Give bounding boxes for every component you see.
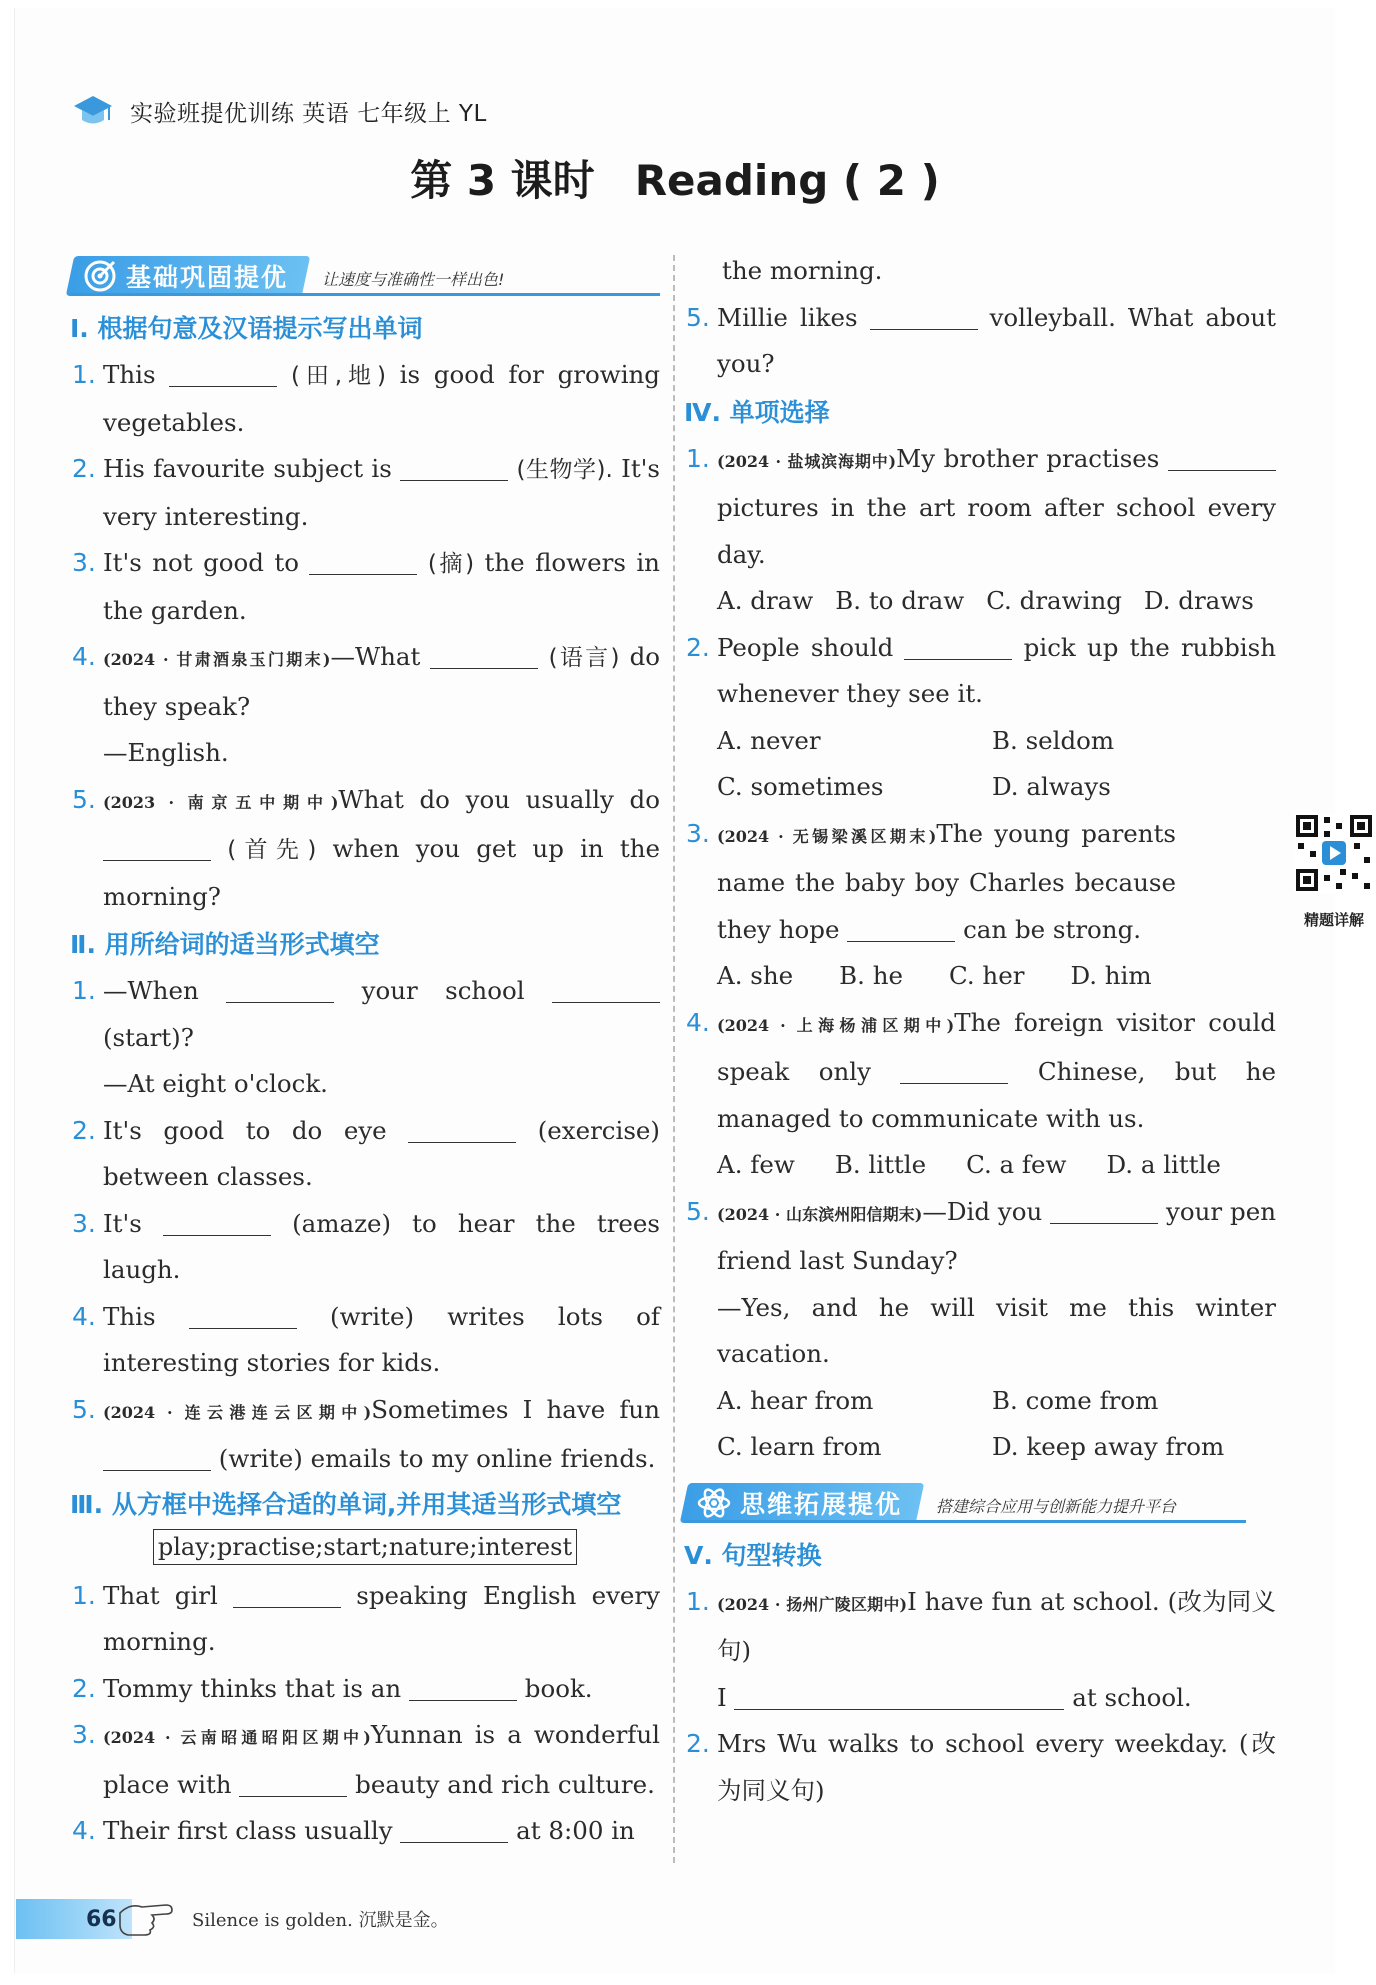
option[interactable]: B. to draw (835, 586, 965, 615)
answer-blank[interactable] (400, 456, 508, 482)
answer-blank[interactable] (309, 550, 417, 576)
answer-blank[interactable] (233, 1582, 341, 1608)
answer-blank[interactable] (734, 1684, 1064, 1710)
pointing-hand-icon (116, 1893, 176, 1939)
option[interactable]: C. sometimes (717, 772, 884, 801)
question: 2. Tommy thinks that is an book. (72, 1673, 593, 1703)
question: 2. It's good to do eye (exercise) between classes. (72, 1115, 660, 1191)
answer-options (684, 1378, 1276, 1471)
question: 4. This (write) writes lots of interesting stories for kids. (72, 1301, 660, 1377)
question-source: (2024 · 上海杨浦区期中) (717, 1015, 955, 1035)
option[interactable]: D. always (992, 772, 1111, 801)
question: 3. (2024 · 云南昭通昭阳区期中)Yunnan is a wonderful place with beauty and rich culture. (72, 1720, 660, 1799)
question: 1. (2024 · 扬州广陵区期中)I have fun at school. (改为同义句) I at school. (686, 1586, 1276, 1712)
page-header (72, 88, 487, 134)
question: 3. (2024 · 无锡梁溪区期末)The young parents name the baby boy Charles because they hope can be strong. 精题详解 (684, 811, 1276, 954)
answer-blank[interactable] (552, 978, 660, 1004)
banner-advanced-label: 思维拓展提优 (740, 1489, 903, 1519)
option[interactable]: A. she (717, 961, 794, 990)
answer-blank[interactable] (847, 916, 955, 942)
question: 5. Millie likes volleyball. What about you? (686, 302, 1276, 378)
option[interactable]: D. keep away from (992, 1432, 1225, 1461)
question: 1. That girl speaking English every morning. (72, 1580, 660, 1656)
question: 3. It's (amaze) to hear the trees laugh. (72, 1208, 660, 1284)
footer-motto: Silence is golden. 沉默是金。 (192, 1910, 449, 1931)
option[interactable]: B. little (834, 1150, 927, 1179)
answer-blank[interactable] (163, 1210, 271, 1236)
section-3-title: Ⅲ. 从方框中选择合适的单词,并用其适当形式填空 (70, 1489, 622, 1519)
question-source: (2024 · 无锡梁溪区期末) (717, 826, 937, 846)
answer-blank[interactable] (103, 836, 211, 862)
question: 4. Their first class usually at 8:00 in (72, 1816, 635, 1845)
section-1-title: Ⅰ. 根据句意及汉语提示写出单词 (70, 314, 423, 343)
banner-basic-label: 基础巩固提优 (126, 263, 289, 292)
page-number-box (16, 1899, 132, 1939)
option[interactable]: C. drawing (986, 586, 1122, 615)
question: 2. People should pick up the rubbish whenever they see it. (686, 632, 1276, 708)
question: 1. This (田,地) is good for growing vegetables. (72, 360, 660, 437)
question-source: (2024 · 云南昭通昭阳区期中) (103, 1728, 371, 1747)
answer-blank[interactable] (239, 1771, 347, 1797)
answer-blank[interactable] (1168, 445, 1276, 471)
question: 3. It's not good to (摘) the flowers in the garden. (72, 548, 660, 625)
question-source: (2024 · 山东滨州阳信期末) (717, 1204, 923, 1224)
page-number: 66 (86, 1906, 117, 1932)
answer-options (684, 718, 1276, 811)
answer-blank[interactable] (900, 1059, 1008, 1085)
page-title (0, 148, 1350, 208)
banner-advanced-subtitle: 搭建综合应用与创新能力提升平台 (936, 1496, 1177, 1516)
word-box: play;practise;start;nature;interest (153, 1529, 577, 1565)
answer-options (684, 953, 1276, 1000)
target-icon (82, 258, 118, 294)
answer-blank[interactable] (430, 644, 538, 670)
answer-blank[interactable] (904, 634, 1012, 660)
qr-code[interactable] (1292, 813, 1376, 944)
question: 1. (2024 · 盐城滨海期中)My brother practises pictures in the art room after school every day. (686, 443, 1276, 569)
question-source: (2024 · 连云港连云区期中) (103, 1402, 372, 1422)
book-title: 实验班提优训练 英语 七年级上 YL (130, 100, 487, 127)
question: 5. (2024 · 山东滨州阳信期末)—Did you your pen friend last Sunday? —Yes, and he will visit me this winter vacation. (686, 1196, 1276, 1368)
option[interactable]: B. come from (992, 1385, 1159, 1415)
question: 5. (2023 · 南京五中期中)What do you usually do (首先) when you get up in the morning? (72, 784, 660, 911)
option[interactable]: A. few (717, 1150, 795, 1179)
section-5-title: Ⅴ. 句型转换 (684, 1540, 822, 1570)
answer-blank[interactable] (409, 1675, 517, 1701)
answer-blank[interactable] (1050, 1198, 1158, 1224)
option[interactable]: A. hear from (717, 1385, 874, 1415)
question-source: (2024 · 扬州广陵区期中) (717, 1594, 908, 1614)
answer-blank[interactable] (169, 362, 277, 388)
option[interactable]: A. draw (717, 586, 814, 615)
question: 4. (2024 · 甘肃酒泉玉门期末)—What (语言) do they speak? —English. (72, 642, 661, 767)
section-2-title: Ⅱ. 用所给词的适当形式填空 (70, 930, 380, 959)
lesson-number: 第 3 课时 (410, 156, 595, 205)
option[interactable]: D. draws (1143, 586, 1254, 615)
banner-advanced (684, 1477, 1276, 1523)
banner-basic-subtitle: 让速度与准确性一样出色! (322, 270, 505, 289)
option[interactable]: D. him (1070, 961, 1152, 990)
question: 1. —When your school (start)? —At eight o'clock. (70, 968, 660, 1108)
answer-options (684, 1142, 1276, 1189)
option[interactable]: C. a few (966, 1150, 1067, 1179)
answer-blank[interactable] (226, 978, 334, 1004)
atom-icon (696, 1485, 732, 1521)
section-4-title: Ⅳ. 单项选择 (684, 397, 830, 427)
left-column (70, 250, 660, 1855)
answer-blank[interactable] (408, 1117, 516, 1143)
page-footer (16, 1896, 449, 1942)
question: 4. (2024 · 上海杨浦区期中)The foreign visitor could speak only Chinese, but he managed to communicate with us. (686, 1007, 1276, 1133)
option[interactable]: C. learn from (717, 1432, 882, 1461)
answer-blank[interactable] (103, 1446, 211, 1472)
question: 5. (2024 · 连云港连云区期中)Sometimes I have fun (write) emails to my online friends. (72, 1394, 660, 1473)
question-source: (2024 · 盐城滨海期中) (717, 451, 897, 471)
answer-blank[interactable] (870, 304, 978, 330)
graduation-cap-icon (72, 90, 114, 132)
qr-code-icon (1294, 813, 1374, 893)
option[interactable]: A. never (717, 725, 821, 755)
banner-basic (70, 250, 660, 296)
question: 2. Mrs Wu walks to school every weekday. (改为同义句) (686, 1729, 1276, 1805)
right-column (684, 248, 1364, 1814)
question-continued: the morning. (722, 256, 883, 285)
option[interactable]: D. a little (1106, 1150, 1221, 1179)
question-source: (2023 · 南京五中期中) (103, 792, 339, 812)
option[interactable]: B. seldom (992, 725, 1115, 755)
qr-code-label: 精题详解 (1303, 910, 1364, 929)
answer-blank[interactable] (189, 1303, 297, 1329)
lesson-topic: Reading ( 2 ) (634, 156, 940, 205)
option[interactable]: B. he (839, 961, 903, 990)
question: 2. His favourite subject is (生物学). It's very interesting. (72, 454, 660, 531)
answer-blank[interactable] (400, 1818, 508, 1844)
answer-options (684, 578, 1276, 625)
question-source: (2024 · 甘肃酒泉玉门期末) (103, 650, 331, 669)
column-divider (673, 255, 675, 1863)
option[interactable]: C. her (948, 961, 1025, 990)
